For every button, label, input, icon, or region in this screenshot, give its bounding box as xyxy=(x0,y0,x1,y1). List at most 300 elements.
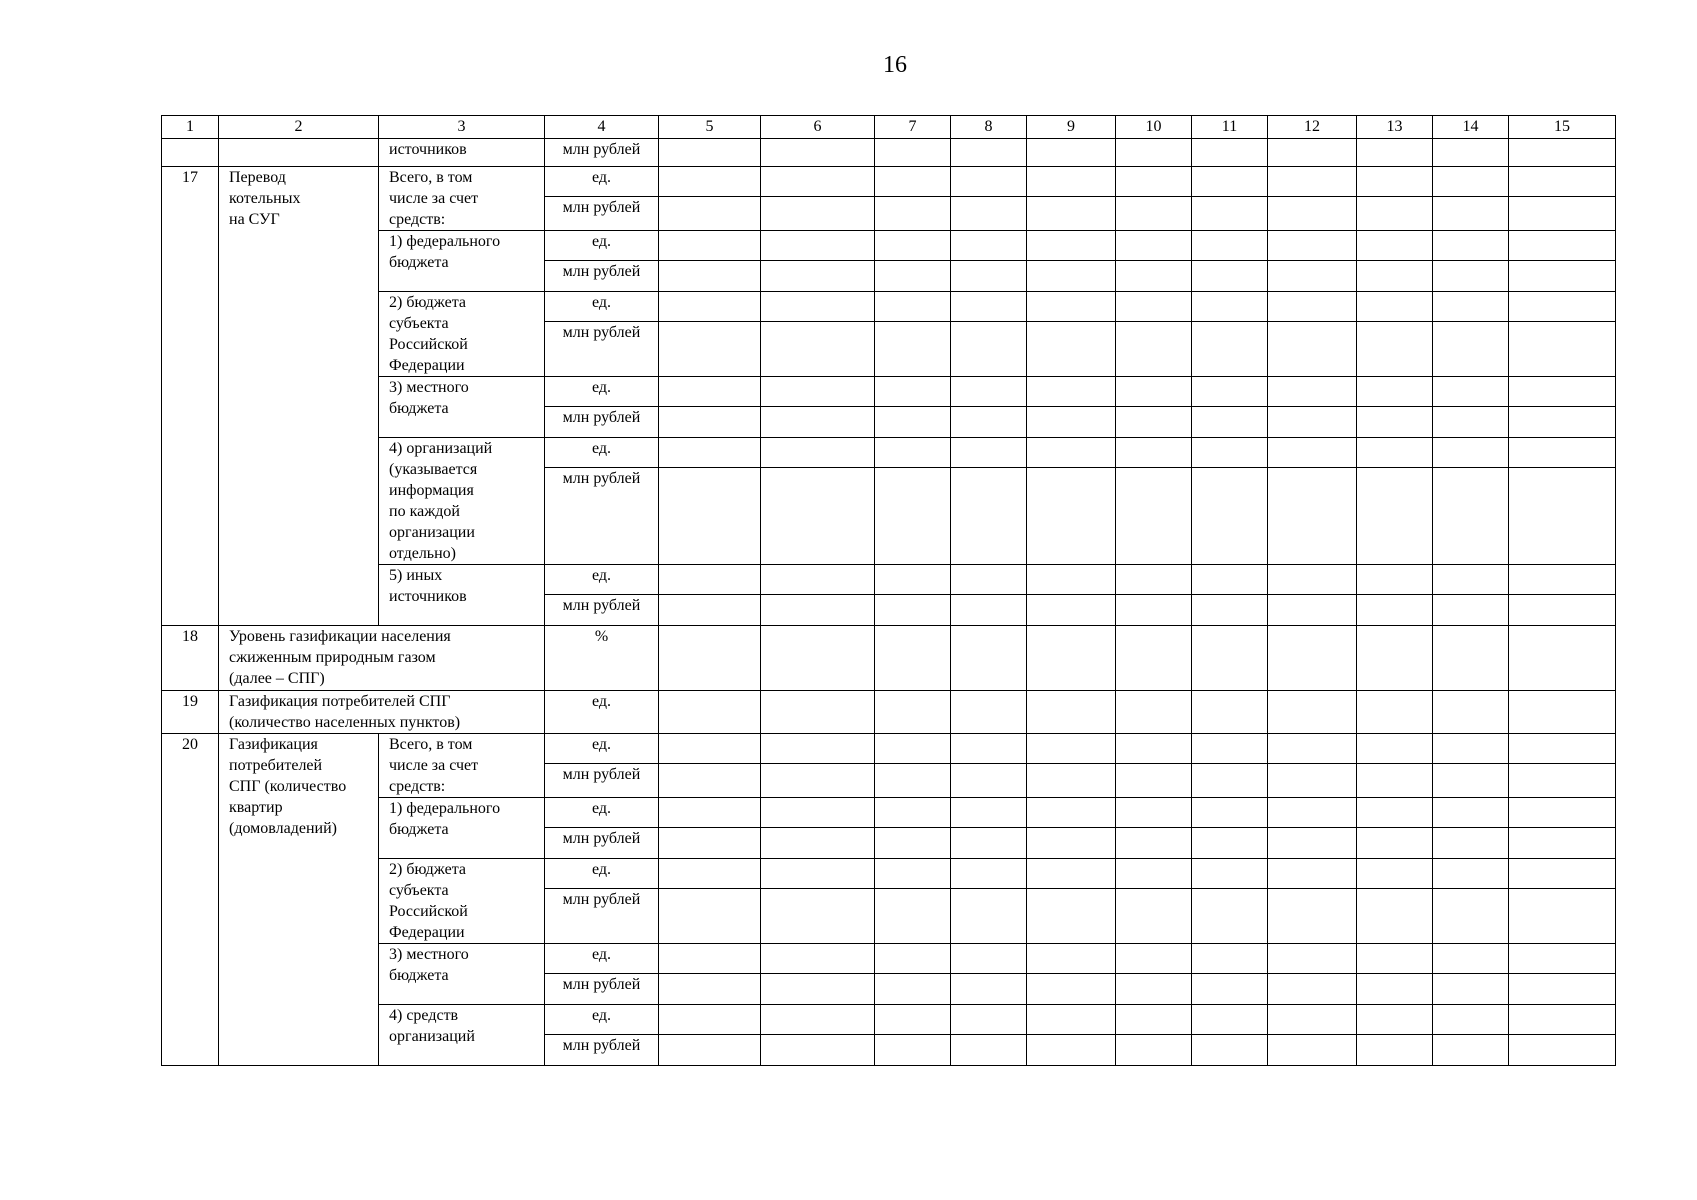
empty-cell xyxy=(1268,407,1357,438)
empty-cell xyxy=(1027,828,1116,859)
empty-cell xyxy=(761,1035,875,1066)
empty-cell xyxy=(951,1005,1027,1035)
empty-cell xyxy=(1116,292,1192,322)
empty-cell xyxy=(875,595,951,626)
unit-label: ед. xyxy=(545,734,659,764)
row-number: 17 xyxy=(162,167,219,626)
empty-cell xyxy=(659,691,761,734)
empty-cell xyxy=(1509,139,1616,167)
header-cell: 6 xyxy=(761,116,875,139)
empty-cell xyxy=(1116,468,1192,565)
empty-cell xyxy=(1509,377,1616,407)
empty-cell xyxy=(1433,407,1509,438)
table-row xyxy=(162,859,1616,889)
empty-cell xyxy=(659,322,761,377)
header-cell: 15 xyxy=(1509,116,1616,139)
empty-cell xyxy=(761,167,875,197)
empty-cell xyxy=(761,595,875,626)
empty-cell xyxy=(1268,1035,1357,1066)
unit-label: млн рублей xyxy=(545,1035,659,1066)
empty-cell xyxy=(1116,197,1192,231)
empty-cell xyxy=(951,468,1027,565)
empty-cell xyxy=(1509,974,1616,1005)
empty-cell xyxy=(1192,798,1268,828)
unit-label: млн рублей xyxy=(545,407,659,438)
empty-cell xyxy=(951,626,1027,691)
unit-label: млн рублей xyxy=(545,764,659,798)
empty-cell xyxy=(1116,231,1192,261)
unit-label: млн рублей xyxy=(545,828,659,859)
empty-cell xyxy=(951,1035,1027,1066)
empty-cell xyxy=(1268,734,1357,764)
table-row xyxy=(162,167,1616,197)
empty-cell xyxy=(1433,626,1509,691)
table-row xyxy=(162,377,1616,407)
empty-cell xyxy=(951,292,1027,322)
empty-cell xyxy=(1357,944,1433,974)
empty-cell xyxy=(1268,626,1357,691)
empty-cell xyxy=(1509,167,1616,197)
empty-cell xyxy=(1357,565,1433,595)
header-cell: 14 xyxy=(1433,116,1509,139)
unit-label: ед. xyxy=(545,292,659,322)
empty-cell xyxy=(659,944,761,974)
empty-cell xyxy=(1433,889,1509,944)
empty-cell xyxy=(951,377,1027,407)
empty-cell xyxy=(1027,167,1116,197)
empty-cell xyxy=(1027,438,1116,468)
header-cell: 11 xyxy=(1192,116,1268,139)
empty-cell xyxy=(659,798,761,828)
table-row xyxy=(162,565,1616,595)
empty-cell xyxy=(1027,798,1116,828)
empty-cell xyxy=(659,974,761,1005)
empty-cell xyxy=(1433,438,1509,468)
empty-cell xyxy=(1268,798,1357,828)
empty-cell xyxy=(875,764,951,798)
header-cell: 8 xyxy=(951,116,1027,139)
empty-cell xyxy=(1433,468,1509,565)
unit-label: млн рублей xyxy=(545,197,659,231)
empty-cell xyxy=(659,828,761,859)
empty-cell xyxy=(1357,139,1433,167)
unit-label: млн рублей xyxy=(545,889,659,944)
empty-cell xyxy=(1192,292,1268,322)
empty-cell xyxy=(875,974,951,1005)
empty-cell xyxy=(1027,859,1116,889)
empty-cell xyxy=(1433,261,1509,292)
empty-cell xyxy=(1027,261,1116,292)
source-label: Всего, в том числе за счет средств: xyxy=(379,167,545,231)
empty-cell xyxy=(1027,944,1116,974)
empty-cell xyxy=(1116,1005,1192,1035)
empty-cell xyxy=(1357,1005,1433,1035)
empty-cell xyxy=(761,859,875,889)
empty-cell xyxy=(1509,734,1616,764)
empty-cell xyxy=(659,859,761,889)
source-label: 4) организаций (указывается информация по каждой организации отдельно) xyxy=(379,438,545,565)
empty-cell xyxy=(1357,167,1433,197)
empty-cell xyxy=(1509,292,1616,322)
empty-cell xyxy=(1192,1005,1268,1035)
empty-cell xyxy=(1509,197,1616,231)
table-row xyxy=(162,292,1616,322)
empty-cell xyxy=(1268,944,1357,974)
header-cell: 7 xyxy=(875,116,951,139)
empty-cell xyxy=(761,626,875,691)
empty-cell xyxy=(1116,889,1192,944)
unit-label: млн рублей xyxy=(545,468,659,565)
empty-cell xyxy=(875,691,951,734)
empty-cell xyxy=(1268,889,1357,944)
empty-cell xyxy=(1268,595,1357,626)
empty-cell xyxy=(1268,139,1357,167)
empty-cell xyxy=(875,438,951,468)
unit-label: ед. xyxy=(545,438,659,468)
page-number: 16 xyxy=(883,52,907,78)
empty-cell xyxy=(1192,139,1268,167)
empty-cell xyxy=(659,565,761,595)
empty-cell xyxy=(1433,167,1509,197)
empty-cell xyxy=(659,292,761,322)
empty-cell xyxy=(1116,944,1192,974)
empty-cell xyxy=(1433,691,1509,734)
table-row xyxy=(162,438,1616,468)
empty-cell xyxy=(761,565,875,595)
empty-cell xyxy=(1357,292,1433,322)
empty-cell xyxy=(1027,407,1116,438)
empty-cell xyxy=(875,468,951,565)
empty-cell xyxy=(659,139,761,167)
empty-cell xyxy=(1509,626,1616,691)
unit-label: ед. xyxy=(545,167,659,197)
empty-cell xyxy=(1027,292,1116,322)
unit-label: ед. xyxy=(545,944,659,974)
empty-cell xyxy=(1509,231,1616,261)
empty-cell xyxy=(875,322,951,377)
unit-label: ед. xyxy=(545,565,659,595)
empty-cell xyxy=(659,734,761,764)
empty-cell xyxy=(761,139,875,167)
empty-cell xyxy=(875,197,951,231)
empty-cell xyxy=(1357,764,1433,798)
unit-label: млн рублей xyxy=(545,974,659,1005)
empty-cell xyxy=(1509,438,1616,468)
unit-label: ед. xyxy=(545,859,659,889)
empty-cell xyxy=(659,438,761,468)
empty-cell xyxy=(951,167,1027,197)
empty-cell xyxy=(1433,595,1509,626)
empty-cell xyxy=(951,734,1027,764)
empty-cell xyxy=(875,565,951,595)
empty-cell xyxy=(1192,468,1268,565)
empty-cell xyxy=(659,1005,761,1035)
empty-cell xyxy=(1433,1035,1509,1066)
empty-cell xyxy=(1433,859,1509,889)
empty-cell xyxy=(1192,734,1268,764)
empty-cell xyxy=(875,292,951,322)
source-label: 5) иных источников xyxy=(379,565,545,626)
empty-cell xyxy=(1509,1035,1616,1066)
empty-cell xyxy=(1268,828,1357,859)
empty-cell xyxy=(1027,1005,1116,1035)
empty-cell xyxy=(1192,1035,1268,1066)
empty-cell xyxy=(1357,261,1433,292)
empty-cell xyxy=(1433,231,1509,261)
empty-cell xyxy=(1268,764,1357,798)
empty-cell xyxy=(1509,595,1616,626)
empty-cell xyxy=(1433,197,1509,231)
empty-cell xyxy=(1268,691,1357,734)
empty-cell xyxy=(1357,377,1433,407)
empty-cell xyxy=(1116,764,1192,798)
empty-cell xyxy=(951,197,1027,231)
empty-cell xyxy=(1116,626,1192,691)
empty-cell xyxy=(1268,231,1357,261)
empty-cell xyxy=(1192,626,1268,691)
table-row xyxy=(162,626,1616,691)
empty-cell xyxy=(1027,764,1116,798)
empty-cell xyxy=(875,626,951,691)
empty-cell xyxy=(1268,322,1357,377)
empty-cell xyxy=(1357,734,1433,764)
empty-cell xyxy=(659,231,761,261)
header-row xyxy=(162,116,1616,139)
empty-cell xyxy=(1268,438,1357,468)
empty-cell xyxy=(1116,734,1192,764)
row-number: 20 xyxy=(162,734,219,1066)
unit-label: млн рублей xyxy=(545,261,659,292)
indicator-name: Газификация потребителей СПГ (количество квартир (домовладений) xyxy=(219,734,379,1066)
empty-cell xyxy=(1116,691,1192,734)
source-label: 3) местного бюджета xyxy=(379,944,545,1005)
empty-cell xyxy=(1357,798,1433,828)
empty-cell xyxy=(1027,565,1116,595)
empty-cell xyxy=(219,139,379,167)
empty-cell xyxy=(951,828,1027,859)
empty-cell xyxy=(951,565,1027,595)
empty-cell xyxy=(1116,1035,1192,1066)
empty-cell xyxy=(1357,1035,1433,1066)
empty-cell xyxy=(659,1035,761,1066)
empty-cell xyxy=(761,764,875,798)
unit-label: % xyxy=(545,626,659,691)
header-cell: 10 xyxy=(1116,116,1192,139)
empty-cell xyxy=(761,828,875,859)
empty-cell xyxy=(761,944,875,974)
empty-cell xyxy=(951,595,1027,626)
empty-cell xyxy=(1027,889,1116,944)
empty-cell xyxy=(1027,377,1116,407)
empty-cell xyxy=(659,261,761,292)
unit-label: млн рублей xyxy=(545,595,659,626)
empty-cell xyxy=(1268,1005,1357,1035)
empty-cell xyxy=(951,798,1027,828)
empty-cell xyxy=(1357,468,1433,565)
indicator-name: Перевод котельных на СУГ xyxy=(219,167,379,626)
empty-cell xyxy=(659,197,761,231)
empty-cell xyxy=(1192,377,1268,407)
empty-cell xyxy=(1268,859,1357,889)
empty-cell xyxy=(875,889,951,944)
header-cell: 9 xyxy=(1027,116,1116,139)
unit-label: ед. xyxy=(545,231,659,261)
empty-cell xyxy=(1509,798,1616,828)
empty-cell xyxy=(951,944,1027,974)
source-label: 4) средств организаций xyxy=(379,1005,545,1066)
table-row xyxy=(162,231,1616,261)
empty-cell xyxy=(761,889,875,944)
data-table xyxy=(161,115,1616,1066)
empty-cell xyxy=(875,231,951,261)
header-cell: 1 xyxy=(162,116,219,139)
empty-cell xyxy=(659,764,761,798)
empty-cell xyxy=(1027,197,1116,231)
empty-cell xyxy=(1116,261,1192,292)
table-row xyxy=(162,691,1616,734)
empty-cell xyxy=(1433,139,1509,167)
empty-cell xyxy=(1357,626,1433,691)
empty-cell xyxy=(1116,828,1192,859)
empty-cell xyxy=(1116,377,1192,407)
empty-cell xyxy=(1509,468,1616,565)
empty-cell xyxy=(659,167,761,197)
empty-cell xyxy=(1433,292,1509,322)
empty-cell xyxy=(761,197,875,231)
empty-cell xyxy=(1027,691,1116,734)
unit-label: ед. xyxy=(545,1005,659,1035)
empty-cell xyxy=(1116,407,1192,438)
empty-cell xyxy=(1268,167,1357,197)
empty-cell xyxy=(1357,231,1433,261)
unit-label: ед. xyxy=(545,798,659,828)
table-row xyxy=(162,798,1616,828)
empty-cell xyxy=(1027,139,1116,167)
header-cell: 2 xyxy=(219,116,379,139)
source-label: 1) федерального бюджета xyxy=(379,231,545,292)
empty-cell xyxy=(875,734,951,764)
empty-cell xyxy=(1433,1005,1509,1035)
empty-cell xyxy=(761,734,875,764)
empty-cell xyxy=(1433,734,1509,764)
empty-cell xyxy=(1192,974,1268,1005)
empty-cell xyxy=(1509,944,1616,974)
empty-cell xyxy=(1192,231,1268,261)
empty-cell xyxy=(1433,798,1509,828)
empty-cell xyxy=(162,139,219,167)
empty-cell xyxy=(1357,595,1433,626)
empty-cell xyxy=(659,468,761,565)
empty-cell xyxy=(761,798,875,828)
empty-cell xyxy=(659,626,761,691)
empty-cell xyxy=(1433,974,1509,1005)
empty-cell xyxy=(1116,595,1192,626)
empty-cell xyxy=(1027,626,1116,691)
empty-cell xyxy=(1027,1035,1116,1066)
empty-cell xyxy=(1357,691,1433,734)
table-row xyxy=(162,944,1616,974)
empty-cell xyxy=(951,231,1027,261)
empty-cell xyxy=(1357,197,1433,231)
empty-cell xyxy=(1268,468,1357,565)
empty-cell xyxy=(875,407,951,438)
empty-cell xyxy=(1509,889,1616,944)
source-label: Всего, в том числе за счет средств: xyxy=(379,734,545,798)
empty-cell xyxy=(1192,167,1268,197)
empty-cell xyxy=(1116,139,1192,167)
empty-cell xyxy=(1116,974,1192,1005)
empty-cell xyxy=(1268,974,1357,1005)
empty-cell xyxy=(1192,322,1268,377)
source-label: 1) федерального бюджета xyxy=(379,798,545,859)
empty-cell xyxy=(875,859,951,889)
empty-cell xyxy=(1433,764,1509,798)
empty-cell xyxy=(761,377,875,407)
empty-cell xyxy=(1509,322,1616,377)
row-number: 19 xyxy=(162,691,219,734)
empty-cell xyxy=(761,231,875,261)
source-label: источников xyxy=(379,139,545,167)
empty-cell xyxy=(1192,407,1268,438)
empty-cell xyxy=(1027,468,1116,565)
empty-cell xyxy=(1192,859,1268,889)
empty-cell xyxy=(1357,407,1433,438)
empty-cell xyxy=(1116,322,1192,377)
empty-cell xyxy=(1116,167,1192,197)
empty-cell xyxy=(659,595,761,626)
empty-cell xyxy=(1433,828,1509,859)
empty-cell xyxy=(1357,438,1433,468)
empty-cell xyxy=(1509,828,1616,859)
empty-cell xyxy=(1433,322,1509,377)
empty-cell xyxy=(761,468,875,565)
empty-cell xyxy=(1268,292,1357,322)
empty-cell xyxy=(1433,944,1509,974)
empty-cell xyxy=(1192,595,1268,626)
empty-cell xyxy=(1027,595,1116,626)
source-label: 2) бюджета субъекта Российской Федерации xyxy=(379,859,545,944)
empty-cell xyxy=(1509,859,1616,889)
empty-cell xyxy=(1433,565,1509,595)
empty-cell xyxy=(761,438,875,468)
empty-cell xyxy=(1192,261,1268,292)
empty-cell xyxy=(761,974,875,1005)
empty-cell xyxy=(1509,764,1616,798)
empty-cell xyxy=(875,377,951,407)
empty-cell xyxy=(1268,565,1357,595)
empty-cell xyxy=(951,764,1027,798)
indicator-name: Газификация потребителей СПГ (количество населенных пунктов) xyxy=(219,691,545,734)
empty-cell xyxy=(1116,565,1192,595)
empty-cell xyxy=(1268,377,1357,407)
empty-cell xyxy=(1192,889,1268,944)
empty-cell xyxy=(1027,974,1116,1005)
unit-label: млн рублей xyxy=(545,139,659,167)
empty-cell xyxy=(1509,261,1616,292)
empty-cell xyxy=(1192,944,1268,974)
empty-cell xyxy=(1027,231,1116,261)
empty-cell xyxy=(875,167,951,197)
row-number: 18 xyxy=(162,626,219,691)
table-row xyxy=(162,139,1616,167)
empty-cell xyxy=(1357,828,1433,859)
empty-cell xyxy=(659,889,761,944)
empty-cell xyxy=(1192,691,1268,734)
empty-cell xyxy=(659,377,761,407)
empty-cell xyxy=(1509,407,1616,438)
empty-cell xyxy=(761,691,875,734)
unit-label: ед. xyxy=(545,377,659,407)
